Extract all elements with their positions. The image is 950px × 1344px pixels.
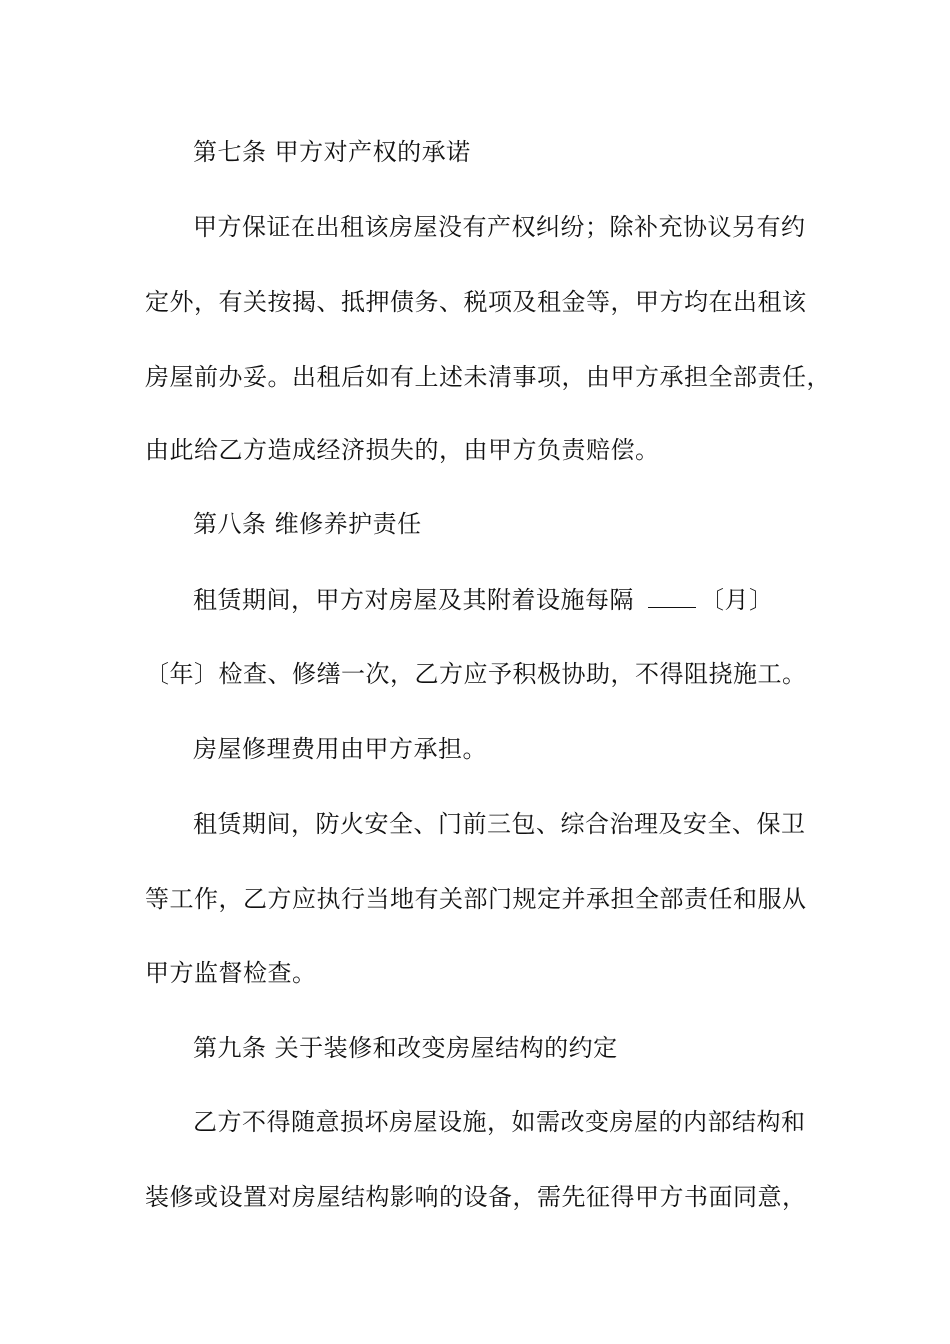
article-8-line-1-unit: 〔月〕	[700, 586, 774, 614]
article-8-line-1	[193, 584, 774, 616]
article-9-line-1: 乙方不得随意损坏房屋设施，如需改变房屋的内部结构和	[193, 1108, 806, 1136]
article-7-heading: 第七条 甲方对产权的承诺	[193, 138, 471, 166]
article-7-line-2: 定外，有关按揭、抵押债务、税项及租金等，甲方均在出租该	[145, 288, 807, 316]
article-8-line-1-text: 租赁期间，甲方对房屋及其附着设施每隔	[193, 586, 634, 614]
article-8-line-3: 房屋修理费用由甲方承担。	[193, 735, 487, 763]
fill-in-blank[interactable]	[648, 589, 696, 608]
article-8-para2-line-2: 等工作，乙方应执行当地有关部门规定并承担全部责任和服从	[145, 885, 807, 913]
article-7-line-4: 由此给乙方造成经济损失的，由甲方负责赔偿。	[145, 436, 660, 464]
article-7-line-1: 甲方保证在出租该房屋没有产权纠纷；除补充协议另有约	[193, 213, 806, 241]
article-7-line-3: 房屋前办妥。出租后如有上述未清事项，由甲方承担全部责任，	[145, 363, 831, 391]
article-8-para2-line-3: 甲方监督检查。	[145, 959, 317, 987]
article-8-heading: 第八条 维修养护责任	[193, 510, 422, 538]
article-8-para2-line-1: 租赁期间，防火安全、门前三包、综合治理及安全、保卫	[193, 810, 806, 838]
article-8-line-2: 〔年〕检查、修缮一次，乙方应予积极协助，不得阻挠施工。	[145, 660, 807, 688]
article-9-line-2: 装修或设置对房屋结构影响的设备，需先征得甲方书面同意，	[145, 1183, 807, 1211]
article-9-heading: 第九条 关于装修和改变房屋结构的约定	[193, 1034, 618, 1062]
